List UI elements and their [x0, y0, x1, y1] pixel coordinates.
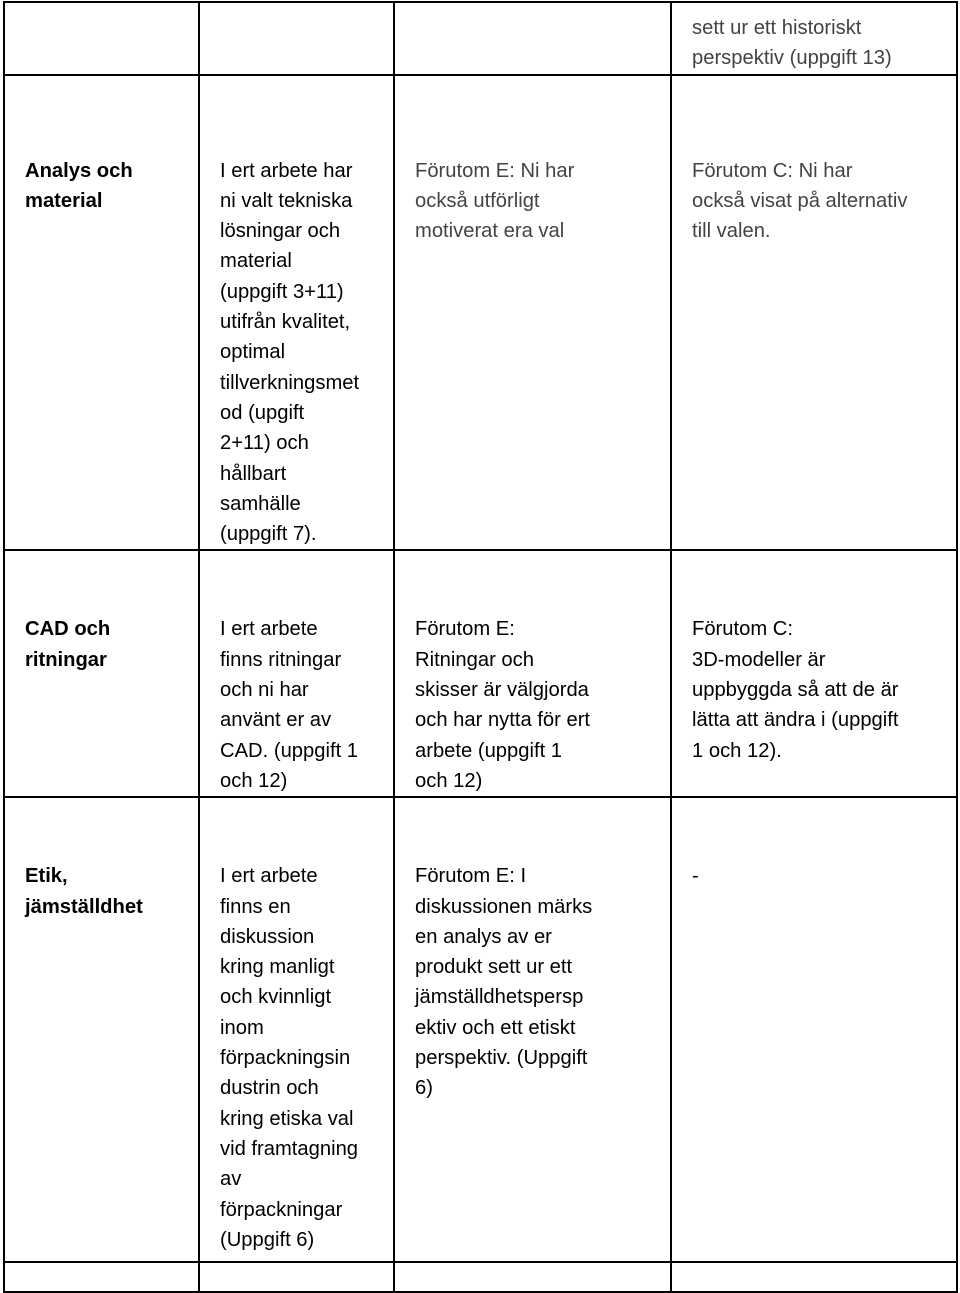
category-cell [4, 2, 199, 75]
level-c-cell [671, 1262, 957, 1292]
criterion-cell: I ert arbete finns en diskussion kring manligt och kvinnligt inom förpackningsin dustrin och kring etiska val vid framtagning av förpackningar (Uppgift 6) [199, 797, 394, 1262]
category-cell: CAD och ritningar [4, 550, 199, 797]
level-c-cell: sett ur ett historiskt perspektiv (uppgift 13) [671, 2, 957, 75]
table-row [4, 1262, 957, 1292]
criterion-cell [199, 1262, 394, 1292]
table-row [4, 2, 957, 75]
table-row [4, 797, 957, 1262]
level-e-cell [394, 1262, 671, 1292]
level-e-cell: Förutom E: Ritningar och skisser är välgjorda och har nytta för ert arbete (uppgift 1 och 12) [394, 550, 671, 797]
level-c-cell: Förutom C: 3D-modeller är uppbyggda så att de är lätta att ändra i (uppgift 1 och 12). [671, 550, 957, 797]
criterion-cell: I ert arbete finns ritningar och ni har använt er av CAD. (uppgift 1 och 12) [199, 550, 394, 797]
level-e-cell [394, 2, 671, 75]
assessment-rubric-table [3, 1, 958, 1293]
criterion-cell [199, 2, 394, 75]
category-cell: Analys och material [4, 75, 199, 551]
level-c-cell: - [671, 797, 957, 1262]
table-row [4, 75, 957, 551]
table-row [4, 550, 957, 797]
level-c-cell: Förutom C: Ni har också visat på alternativ till valen. [671, 75, 957, 551]
level-e-cell: Förutom E: Ni har också utförligt motiverat era val [394, 75, 671, 551]
category-cell [4, 1262, 199, 1292]
criterion-cell: I ert arbete har ni valt tekniska lösningar och material (uppgift 3+11) utifrån kvalitet, optimal tillverkningsmet od (upgift 2+11) och hållbart samhälle (uppgift 7). [199, 75, 394, 551]
level-e-cell: Förutom E: I diskussionen märks en analys av er produkt sett ur ett jämställdhetspersp ektiv och ett etiskt perspektiv. (Uppgift 6) [394, 797, 671, 1262]
category-cell: Etik, jämställdhet [4, 797, 199, 1262]
